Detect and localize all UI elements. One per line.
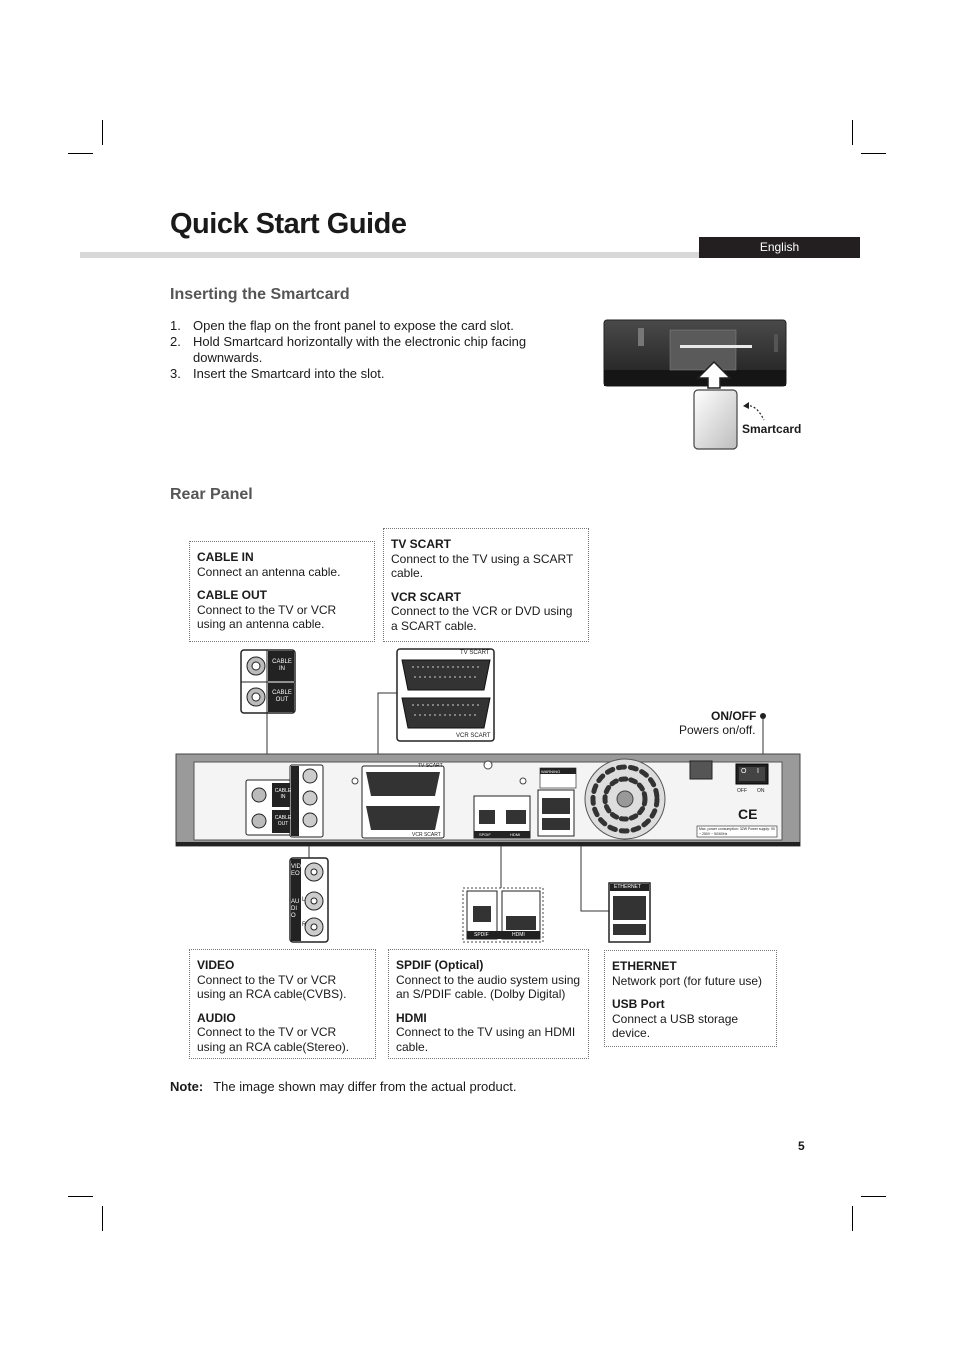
vcr-scart-text: Connect to the VCR or DVD using a SCART cable.: [391, 604, 573, 633]
tv-scart-title: TV SCART: [391, 537, 451, 551]
cable-out-title: CABLE OUT: [197, 588, 267, 602]
rear-panel-heading: Rear Panel: [170, 486, 253, 503]
switch-i-label: I: [757, 768, 759, 775]
spdif-text: Connect to the audio system using an S/PDIF cable. (Dolby Digital): [396, 972, 581, 1001]
language-tab: English: [699, 237, 860, 258]
hdmi-title: HDMI: [396, 1010, 427, 1025]
zoom-video-label: VIDEO: [291, 864, 302, 877]
page-title: Quick Start Guide: [170, 208, 407, 240]
chassis-vcr-scart-label: VCR SCART: [412, 832, 441, 838]
ethernet-usb-callout: [604, 950, 777, 1047]
cable-in-title: CABLE IN: [197, 550, 254, 564]
note-label: Note:: [170, 1079, 204, 1094]
ethernet-title: ETHERNET: [612, 959, 677, 973]
spdif-title: SPDIF (Optical): [396, 958, 484, 972]
hdmi-text: Connect to the TV using an HDMI cable.: [396, 1025, 576, 1054]
spdif-hdmi-callout: [388, 949, 589, 1059]
step-number: 1.: [170, 318, 181, 333]
smartcard-heading: Inserting the Smartcard: [170, 286, 350, 303]
tv-scart-text: Connect to the TV using a SCART cable.: [391, 551, 574, 580]
switch-o-label: O: [741, 768, 747, 775]
warning-label: WARNING: [541, 769, 561, 774]
chassis-hdmi-label: HDMI: [510, 832, 521, 837]
zoom-l-label: L: [302, 897, 306, 903]
note-text: The image shown may differ from the actual product.: [213, 1079, 517, 1094]
av-callout: [189, 949, 376, 1059]
vcr-scart-title: VCR SCART: [391, 589, 462, 604]
onoff-title: ON/OFF: [711, 709, 757, 723]
page-number: 5: [798, 1139, 805, 1153]
audio-title: AUDIO: [197, 1010, 236, 1025]
video-text: Connect to the TV or VCR using an RCA cable(CVBS).: [197, 972, 347, 1001]
zoom-hdmi-label: HDMI: [512, 932, 525, 938]
usb-title: USB Port: [612, 997, 665, 1011]
step-number: 2.: [170, 334, 181, 349]
ethernet-text: Network port (for future use): [612, 973, 763, 988]
zoom-cable-out-label: CABLE OUT: [272, 690, 292, 703]
chassis-cable-out-label: CABLE OUT: [274, 815, 292, 827]
zoom-spdif-label: SPDIF: [474, 932, 489, 938]
ce-mark: CE: [738, 806, 758, 822]
smartcard-label: Smartcard: [742, 422, 802, 436]
power-info-label: Max. power consumption: 32W Power supply: 90 ~ 250V ~ 50/60Hz: [699, 827, 775, 836]
step-text: Insert the Smartcard into the slot.: [193, 366, 385, 381]
step-text: Open the flap on the front panel to expose the card slot.: [193, 318, 514, 333]
chassis-tv-scart-label: TV SCART: [418, 763, 443, 769]
step-number: 3.: [170, 366, 181, 381]
onoff-text: Powers on/off.: [679, 723, 756, 737]
cable-in-text: Connect an antenna cable.: [197, 564, 341, 579]
zoom-cable-in-label: CABLE IN: [272, 659, 292, 672]
cable-out-text: Connect to the TV or VCR using an antenna cable.: [197, 602, 337, 631]
zoom-vcr-scart-label: VCR SCART: [456, 733, 491, 739]
chassis-spdif-label: SPDIF: [479, 832, 491, 837]
zoom-tv-scart-label: TV SCART: [460, 650, 490, 656]
on-label: ON: [757, 788, 765, 794]
zoom-audio-label: AUDIO: [291, 899, 300, 919]
video-title: VIDEO: [197, 958, 235, 972]
zoom-r-label: R: [302, 922, 307, 928]
chassis-cable-in-label: CABLE IN: [274, 788, 292, 800]
off-label: OFF: [737, 788, 747, 794]
audio-text: Connect to the TV or VCR using an RCA cable(Stereo).: [197, 1025, 350, 1054]
usb-text: Connect a USB storage device.: [612, 1011, 739, 1040]
step-text: Hold Smartcard horizontally with the electronic chip facing downwards.: [193, 334, 527, 365]
zoom-ethernet-label: ETHERNET: [614, 884, 641, 890]
note: [170, 1079, 516, 1094]
